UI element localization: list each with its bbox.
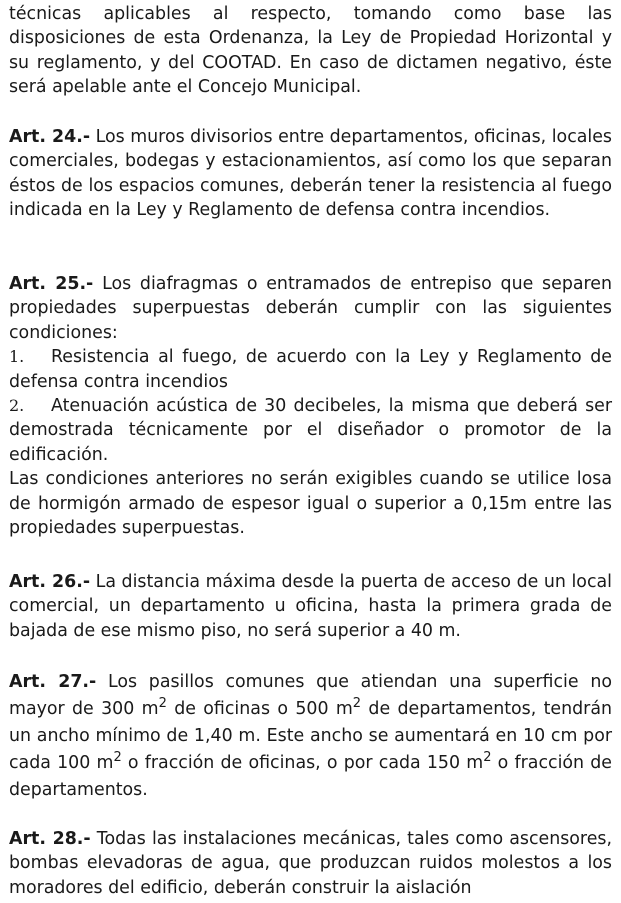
article-28: [9, 827, 612, 900]
intro-paragraph: [9, 2, 612, 100]
article-28-text: Todas las instalaciones mecánicas, tales como ascensores, bombas elevadoras de agua, que produzcan ruidos molestos a los moradores del edificio, deberán construir la aislación: [9, 829, 612, 898]
article-28-paragraph: [9, 827, 612, 900]
article-28-heading: Art. 28.-: [9, 829, 91, 849]
article-24: [9, 125, 612, 223]
item-number: 1.: [9, 347, 25, 367]
article-25-item-1: [9, 345, 612, 394]
item-text: Atenuación acústica de 30 decibeles, la misma que deberá ser demostrada técnicamente por el diseñador o promotor de la edificación.: [9, 396, 612, 465]
article-26: [9, 570, 612, 643]
article-26-paragraph: [9, 570, 612, 643]
article-25-paragraph: [9, 272, 612, 345]
article-25: [9, 272, 612, 540]
item-number: 2.: [9, 396, 25, 416]
article-27-paragraph: [9, 669, 612, 804]
article-27-text-5: o fracción de departamentos.: [9, 753, 612, 800]
intro-text: técnicas aplicables al respecto, tomando como base las disposiciones de esta Ordenanza, la Ley de Propiedad Horizontal y su reglamento, y del COOTAD. En caso de dictamen negativo, éste será apelable ante el Concejo Municipal.: [9, 4, 612, 98]
article-27-text-3: de departamentos, tendrán un ancho mínimo de 1,40 m. Este ancho se aumentará en 10 cm por cada 100 m: [9, 699, 613, 773]
article-26-text: La distancia máxima desde la puerta de acceso de un local comercial, un departamento u oficina, hasta la primera grada de bajada de ese mismo piso, no será superior a 40 m.: [9, 572, 612, 641]
superscript: 2: [158, 696, 167, 711]
superscript: 2: [483, 750, 492, 765]
article-24-heading: Art. 24.-: [9, 127, 91, 147]
article-24-text: Los muros divisorios entre departamentos, oficinas, locales comerciales, bodegas y estacionamientos, así como los que separan éstos de los espacios comunes, deberán tener la resistencia al fuego indicada en la Ley y Reglamento de defensa contra incendios.: [9, 127, 612, 221]
article-25-closing: Las condiciones anteriores no serán exigibles cuando se utilice losa de hormigón armado de espesor igual o superior a 0,15m entre las propiedades superpuestas.: [9, 469, 612, 539]
article-27: [9, 669, 612, 804]
article-27-text-1: Los pasillos comunes que atiendan una superficie no mayor de 300 m: [9, 672, 612, 719]
superscript: 2: [352, 696, 362, 711]
article-26-heading: Art. 26.-: [9, 572, 91, 592]
superscript: 2: [113, 750, 122, 765]
article-25-item-2: [9, 394, 612, 467]
article-24-paragraph: [9, 125, 612, 223]
article-27-heading: Art. 27.-: [9, 672, 97, 692]
article-25-text: Los diafragmas o entramados de entrepiso que separen propiedades superpuestas deberán cumplir con las siguientes condiciones:: [9, 274, 613, 343]
article-27-text-2: de oficinas o 500 m: [166, 699, 353, 719]
item-text: Resistencia al fuego, de acuerdo con la Ley y Reglamento de defensa contra incendios: [9, 347, 612, 392]
article-25-heading: Art. 25.-: [9, 274, 94, 294]
article-27-text-4: o fracción de oficinas, o por cada 150 m: [121, 753, 484, 773]
